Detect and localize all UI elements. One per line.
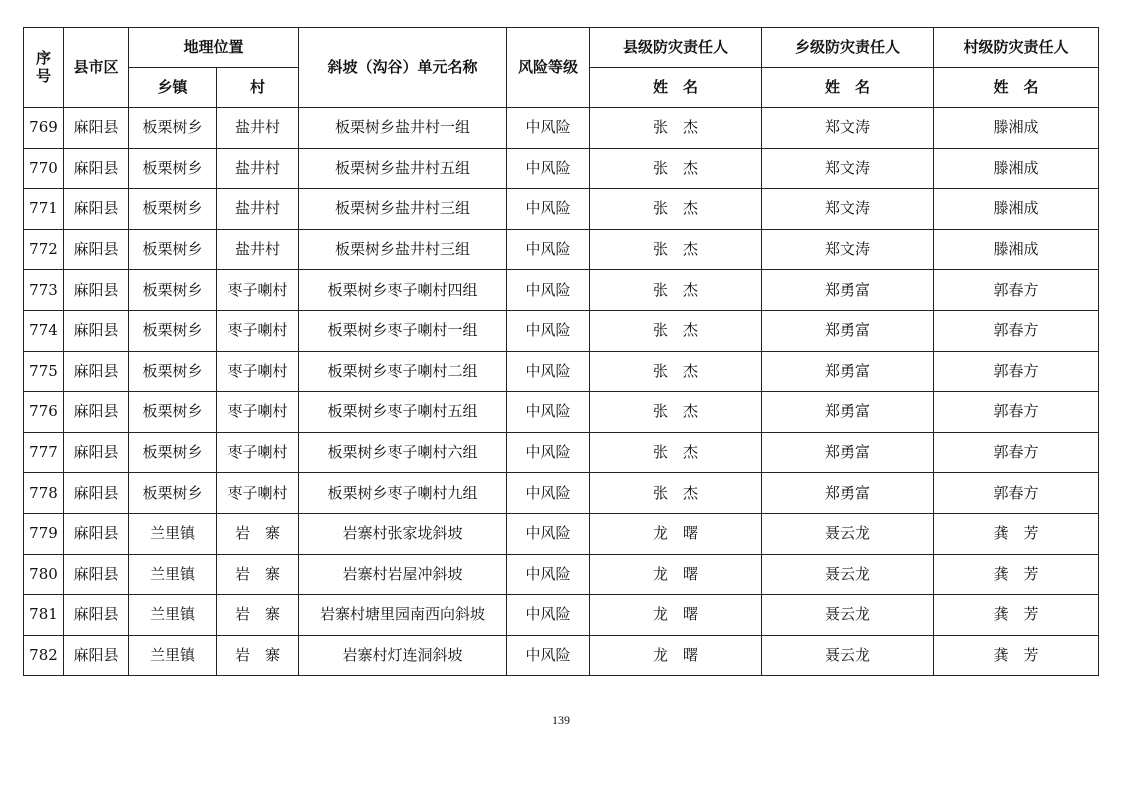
cell-risk: 中风险 xyxy=(507,351,590,392)
cell-county: 麻阳县 xyxy=(64,351,129,392)
cell-seq: 775 xyxy=(24,351,64,392)
cell-county-resp: 张 杰 xyxy=(590,432,762,473)
cell-village: 枣子喇村 xyxy=(217,473,299,514)
cell-township: 板栗树乡 xyxy=(129,473,217,514)
cell-risk: 中风险 xyxy=(507,148,590,189)
cell-township: 板栗树乡 xyxy=(129,189,217,230)
cell-seq: 777 xyxy=(24,432,64,473)
cell-village: 盐井村 xyxy=(217,189,299,230)
table-row xyxy=(24,392,1099,433)
cell-slope: 岩寨村塘里园南西向斜坡 xyxy=(299,595,507,636)
cell-seq: 779 xyxy=(24,513,64,554)
header-geo-location: 地理位置 xyxy=(129,28,299,68)
cell-village-resp: 滕湘成 xyxy=(934,148,1099,189)
cell-county: 麻阳县 xyxy=(64,229,129,270)
cell-township: 板栗树乡 xyxy=(129,432,217,473)
table-row xyxy=(24,635,1099,676)
cell-risk: 中风险 xyxy=(507,473,590,514)
cell-seq: 772 xyxy=(24,229,64,270)
cell-township: 板栗树乡 xyxy=(129,270,217,311)
cell-seq: 770 xyxy=(24,148,64,189)
cell-slope: 岩寨村岩屋冲斜坡 xyxy=(299,554,507,595)
cell-county: 麻阳县 xyxy=(64,189,129,230)
cell-village-resp: 滕湘成 xyxy=(934,108,1099,149)
header-township: 乡镇 xyxy=(129,68,217,108)
cell-risk: 中风险 xyxy=(507,229,590,270)
cell-county-resp: 张 杰 xyxy=(590,229,762,270)
cell-township: 兰里镇 xyxy=(129,513,217,554)
cell-township-resp: 郑勇富 xyxy=(762,432,934,473)
header-county: 县市区 xyxy=(64,28,129,108)
cell-seq: 778 xyxy=(24,473,64,514)
cell-seq: 773 xyxy=(24,270,64,311)
cell-county-resp: 张 杰 xyxy=(590,392,762,433)
cell-county-resp: 张 杰 xyxy=(590,148,762,189)
cell-township-resp: 聂云龙 xyxy=(762,554,934,595)
cell-township-resp: 郑勇富 xyxy=(762,351,934,392)
table-row xyxy=(24,270,1099,311)
cell-township: 板栗树乡 xyxy=(129,108,217,149)
cell-risk: 中风险 xyxy=(507,595,590,636)
cell-township: 板栗树乡 xyxy=(129,148,217,189)
cell-county: 麻阳县 xyxy=(64,108,129,149)
cell-village-resp: 龚 芳 xyxy=(934,635,1099,676)
header-village-resp: 村级防灾责任人 xyxy=(934,28,1099,68)
cell-county: 麻阳县 xyxy=(64,513,129,554)
cell-seq: 769 xyxy=(24,108,64,149)
cell-township: 板栗树乡 xyxy=(129,229,217,270)
cell-county-resp: 龙 曙 xyxy=(590,595,762,636)
cell-county: 麻阳县 xyxy=(64,473,129,514)
cell-seq: 776 xyxy=(24,392,64,433)
disaster-responsibility-table xyxy=(23,27,1099,676)
cell-village-resp: 郭春方 xyxy=(934,392,1099,433)
cell-seq: 780 xyxy=(24,554,64,595)
cell-county-resp: 张 杰 xyxy=(590,108,762,149)
table-row xyxy=(24,513,1099,554)
cell-village: 盐井村 xyxy=(217,108,299,149)
cell-risk: 中风险 xyxy=(507,392,590,433)
cell-slope: 板栗树乡枣子喇村九组 xyxy=(299,473,507,514)
cell-slope: 板栗树乡枣子喇村四组 xyxy=(299,270,507,311)
cell-seq: 782 xyxy=(24,635,64,676)
cell-county-resp: 张 杰 xyxy=(590,189,762,230)
cell-slope: 板栗树乡盐井村五组 xyxy=(299,148,507,189)
cell-county: 麻阳县 xyxy=(64,595,129,636)
cell-township-resp: 郑文涛 xyxy=(762,148,934,189)
cell-county-resp: 张 杰 xyxy=(590,351,762,392)
cell-village-resp: 滕湘成 xyxy=(934,229,1099,270)
cell-township: 板栗树乡 xyxy=(129,392,217,433)
table-row xyxy=(24,554,1099,595)
table-row xyxy=(24,432,1099,473)
header-slope-name: 斜坡（沟谷）单元名称 xyxy=(299,28,507,108)
cell-slope: 板栗树乡枣子喇村二组 xyxy=(299,351,507,392)
cell-village-resp: 滕湘成 xyxy=(934,189,1099,230)
cell-village: 岩 寨 xyxy=(217,513,299,554)
cell-slope: 岩寨村灯连洞斜坡 xyxy=(299,635,507,676)
cell-village-resp: 郭春方 xyxy=(934,270,1099,311)
cell-risk: 中风险 xyxy=(507,554,590,595)
cell-village: 岩 寨 xyxy=(217,635,299,676)
cell-seq: 781 xyxy=(24,595,64,636)
cell-village: 枣子喇村 xyxy=(217,351,299,392)
cell-village: 岩 寨 xyxy=(217,554,299,595)
table-row xyxy=(24,229,1099,270)
cell-village: 盐井村 xyxy=(217,229,299,270)
cell-township-resp: 聂云龙 xyxy=(762,513,934,554)
cell-county: 麻阳县 xyxy=(64,554,129,595)
cell-village: 岩 寨 xyxy=(217,595,299,636)
cell-village: 枣子喇村 xyxy=(217,310,299,351)
cell-village: 枣子喇村 xyxy=(217,432,299,473)
cell-township-resp: 郑文涛 xyxy=(762,108,934,149)
table-row xyxy=(24,351,1099,392)
cell-seq: 771 xyxy=(24,189,64,230)
header-risk-level: 风险等级 xyxy=(507,28,590,108)
cell-county: 麻阳县 xyxy=(64,148,129,189)
cell-risk: 中风险 xyxy=(507,635,590,676)
cell-slope: 板栗树乡枣子喇村五组 xyxy=(299,392,507,433)
cell-seq: 774 xyxy=(24,310,64,351)
header-name-village: 姓 名 xyxy=(934,68,1099,108)
cell-village-resp: 郭春方 xyxy=(934,432,1099,473)
cell-county-resp: 龙 曙 xyxy=(590,635,762,676)
cell-village-resp: 龚 芳 xyxy=(934,595,1099,636)
cell-slope: 板栗树乡枣子喇村一组 xyxy=(299,310,507,351)
cell-slope: 板栗树乡盐井村一组 xyxy=(299,108,507,149)
table-row xyxy=(24,189,1099,230)
table-row xyxy=(24,310,1099,351)
cell-risk: 中风险 xyxy=(507,270,590,311)
cell-risk: 中风险 xyxy=(507,432,590,473)
cell-slope: 板栗树乡盐井村三组 xyxy=(299,189,507,230)
cell-village-resp: 龚 芳 xyxy=(934,513,1099,554)
table-row xyxy=(24,108,1099,149)
cell-township: 兰里镇 xyxy=(129,554,217,595)
cell-township: 板栗树乡 xyxy=(129,310,217,351)
cell-township-resp: 郑勇富 xyxy=(762,310,934,351)
cell-village: 枣子喇村 xyxy=(217,270,299,311)
cell-county: 麻阳县 xyxy=(64,392,129,433)
table-row xyxy=(24,595,1099,636)
cell-county: 麻阳县 xyxy=(64,432,129,473)
cell-village: 枣子喇村 xyxy=(217,392,299,433)
cell-slope: 板栗树乡枣子喇村六组 xyxy=(299,432,507,473)
cell-township-resp: 郑勇富 xyxy=(762,392,934,433)
page-number: 139 xyxy=(552,713,570,727)
cell-risk: 中风险 xyxy=(507,310,590,351)
cell-county: 麻阳县 xyxy=(64,635,129,676)
cell-township: 兰里镇 xyxy=(129,635,217,676)
table-row xyxy=(24,473,1099,514)
cell-village-resp: 郭春方 xyxy=(934,473,1099,514)
cell-county-resp: 龙 曙 xyxy=(590,513,762,554)
cell-slope: 岩寨村张家垅斜坡 xyxy=(299,513,507,554)
cell-village: 盐井村 xyxy=(217,148,299,189)
cell-township: 板栗树乡 xyxy=(129,351,217,392)
cell-township-resp: 聂云龙 xyxy=(762,595,934,636)
table-row xyxy=(24,148,1099,189)
cell-township-resp: 郑文涛 xyxy=(762,229,934,270)
header-name-township: 姓 名 xyxy=(762,68,934,108)
cell-village-resp: 郭春方 xyxy=(934,351,1099,392)
cell-village-resp: 郭春方 xyxy=(934,310,1099,351)
cell-county: 麻阳县 xyxy=(64,310,129,351)
header-name-county: 姓 名 xyxy=(590,68,762,108)
header-seq: 序号 xyxy=(24,28,64,108)
header-township-resp: 乡级防灾责任人 xyxy=(762,28,934,68)
cell-township-resp: 聂云龙 xyxy=(762,635,934,676)
cell-slope: 板栗树乡盐井村三组 xyxy=(299,229,507,270)
cell-township-resp: 郑文涛 xyxy=(762,189,934,230)
cell-risk: 中风险 xyxy=(507,513,590,554)
cell-risk: 中风险 xyxy=(507,189,590,230)
cell-risk: 中风险 xyxy=(507,108,590,149)
cell-county-resp: 张 杰 xyxy=(590,310,762,351)
cell-township: 兰里镇 xyxy=(129,595,217,636)
cell-village-resp: 龚 芳 xyxy=(934,554,1099,595)
cell-county-resp: 张 杰 xyxy=(590,473,762,514)
cell-county-resp: 龙 曙 xyxy=(590,554,762,595)
cell-township-resp: 郑勇富 xyxy=(762,270,934,311)
header-county-resp: 县级防灾责任人 xyxy=(590,28,762,68)
cell-county: 麻阳县 xyxy=(64,270,129,311)
header-village: 村 xyxy=(217,68,299,108)
cell-county-resp: 张 杰 xyxy=(590,270,762,311)
cell-township-resp: 郑勇富 xyxy=(762,473,934,514)
